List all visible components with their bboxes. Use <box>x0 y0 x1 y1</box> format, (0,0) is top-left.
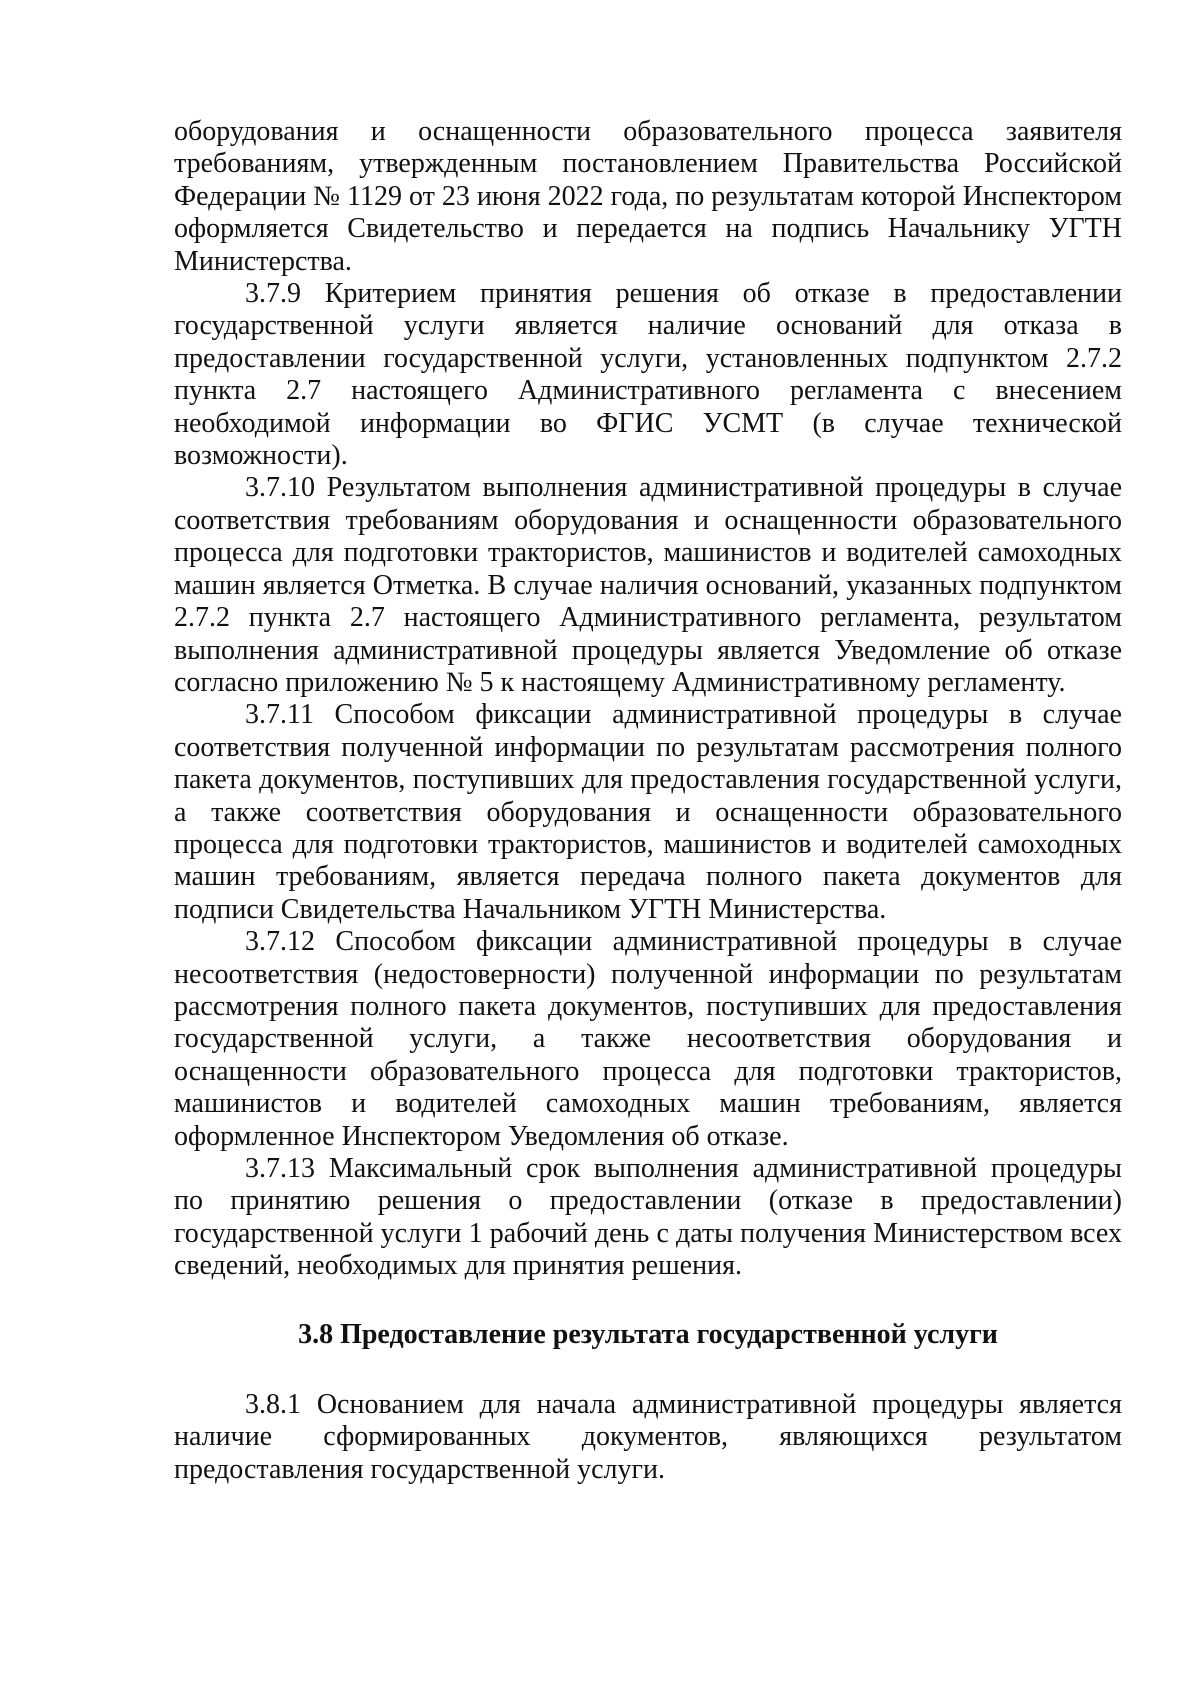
paragraph-3-7-11: 3.7.11 Способом фиксации административной процедуры в случае соответствия полученной информации по результатам рассмотрения полного пакета документов, поступивших для предоставления государственной услуги, а также соответствия оборудования и оснащенности образовательного процесса для подготовки трактористов, машинистов и водителей самоходных машин требованиям, является передача полного пакета документов для подписи Свидетельства Начальником УГТН Министерства. <box>174 699 1122 925</box>
document-body <box>174 116 1122 1486</box>
paragraph-continuation: оборудования и оснащенности образовательного процесса заявителя требованиям, утвержденным постановлением Правительства Российской Федерации № 1129 от 23 июня 2022 года, по результатам которой Инспектором оформляется Свидетельство и передается на подпись Начальнику УГТН Министерства. <box>174 116 1122 277</box>
section-heading: 3.8 Предоставление результата государственной услуги <box>298 1318 998 1350</box>
paragraph-3-8-1: 3.8.1 Основанием для начала административной процедуры является наличие сформированных документов, являющихся результатом предоставления государственной услуги. <box>174 1389 1122 1485</box>
paragraph-3-7-13: 3.7.13 Максимальный срок выполнения административной процедуры по принятию решения о предоставлении (отказе в предоставлении) государственной услуги 1 рабочий день с даты получения Министерством всех сведений, необходимых для принятия решения. <box>174 1153 1122 1282</box>
paragraph-3-7-12: 3.7.12 Способом фиксации административной процедуры в случае несоответствия (недостоверности) полученной информации по результатам рассмотрения полного пакета документов, поступивших для предоставления государственной услуги, а также несоответствия оборудования и оснащенности образовательного процесса для подготовки трактористов, машинистов и водителей самоходных машин требованиям, является оформленное Инспектором Уведомления об отказе. <box>174 926 1122 1152</box>
paragraph-3-7-9: 3.7.9 Критерием принятия решения об отказе в предоставлении государственной услуги является наличие оснований для отказа в предоставлении государственной услуги, установленных подпунктом 2.7.2 пункта 2.7 настоящего Административного регламента с внесением необходимой информации во ФГИС УСМТ (в случае технической возможности). <box>174 278 1122 472</box>
paragraph-3-7-10: 3.7.10 Результатом выполнения административной процедуры в случае соответствия требованиям оборудования и оснащенности образовательного процесса для подготовки трактористов, машинистов и водителей самоходных машин является Отметка. В случае наличия оснований, указанных подпунктом 2.7.2 пункта 2.7 настоящего Административного регламента, результатом выполнения административной процедуры является Уведомление об отказе согласно приложению № 5 к настоящему Административному регламенту. <box>174 472 1122 698</box>
